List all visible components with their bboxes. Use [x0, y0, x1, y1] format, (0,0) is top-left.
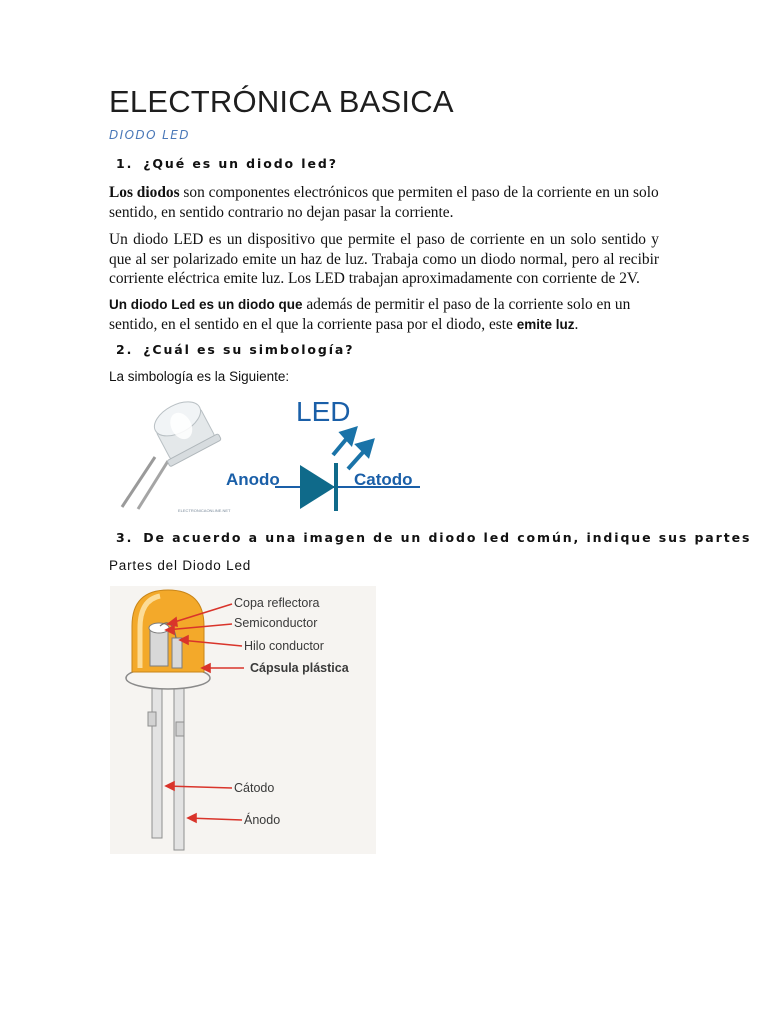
cathode-label: Catodo: [354, 470, 413, 489]
diode-triangle-icon: [300, 465, 335, 509]
anode-label: Anodo: [226, 470, 280, 489]
part-label-semiconductor: Semiconductor: [234, 616, 318, 630]
led-photo-image: [122, 395, 221, 509]
section3-heading-text: De acuerdo a una imagen de un diodo led común, indique sus partes: [143, 530, 752, 545]
anode-leg: [174, 678, 184, 850]
p1-bold-text: Los diodos: [109, 184, 180, 201]
diode-bar-icon: [334, 463, 338, 511]
section1-paragraph-3: [109, 295, 669, 334]
part-label-cathode: Cátodo: [234, 781, 275, 795]
section1-paragraph-1: [109, 183, 661, 222]
section3-caption: Partes del Diodo Led: [109, 558, 252, 573]
watermark-text: ELECTRONICAONLINE.NET: [178, 508, 231, 513]
section2-number: 2.: [116, 342, 134, 357]
document-title: ELECTRÓNICA BASICA: [109, 84, 454, 119]
part-label-capsule: Cápsula plástica: [250, 661, 349, 675]
p3-bold-text: emite luz: [516, 316, 575, 332]
led-symbol-svg: [110, 395, 430, 515]
section2-heading-text: ¿Cuál es su simbología?: [143, 342, 355, 357]
section1-heading-text: ¿Qué es un diodo led?: [143, 156, 338, 171]
reflector-cup: [150, 628, 168, 666]
section3-number: 3.: [116, 530, 134, 545]
section2-heading: [116, 342, 354, 357]
section1-paragraph-2: Un diodo LED es un dispositivo que permite el paso de corriente en un solo sentido y que al ser polarizado emite un haz de luz. Trabaja como un diodo normal, pero al recibir corriente eléctrica emite luz. Los LED trabajan aproximadamente con corriente de 2V.: [109, 231, 659, 287]
p3-mid-text: además de permitir el paso de la corriente solo en un sentido, en el sentido en el que la corriente pasa por el diodo, este: [109, 296, 631, 333]
p1-rest-text: son componentes electrónicos que permiten el paso de la corriente en un solo sentido, en sentido contrario no dejan pasar la corriente.: [109, 184, 659, 221]
p3-lead-text: Un diodo Led es un diodo que: [109, 297, 303, 312]
led-parts-svg: [110, 586, 376, 854]
part-label-anode: Ánodo: [244, 813, 281, 827]
p3-end-text: .: [574, 315, 579, 333]
section1-number: 1.: [116, 156, 134, 171]
section1-heading: [116, 156, 338, 171]
led-symbol-figure: [110, 395, 430, 515]
document-subtitle: DIODO LED: [109, 128, 190, 142]
led-parts-figure: [110, 586, 376, 854]
part-label-wire: Hilo conductor: [244, 639, 324, 653]
section2-caption: La simbología es la Siguiente:: [109, 369, 290, 384]
led-label: LED: [296, 396, 351, 427]
part-label-reflector: Copa reflectora: [234, 596, 320, 610]
cathode-leg: [152, 678, 162, 838]
light-arrows-icon: [333, 429, 372, 469]
section3-heading: [116, 530, 751, 545]
